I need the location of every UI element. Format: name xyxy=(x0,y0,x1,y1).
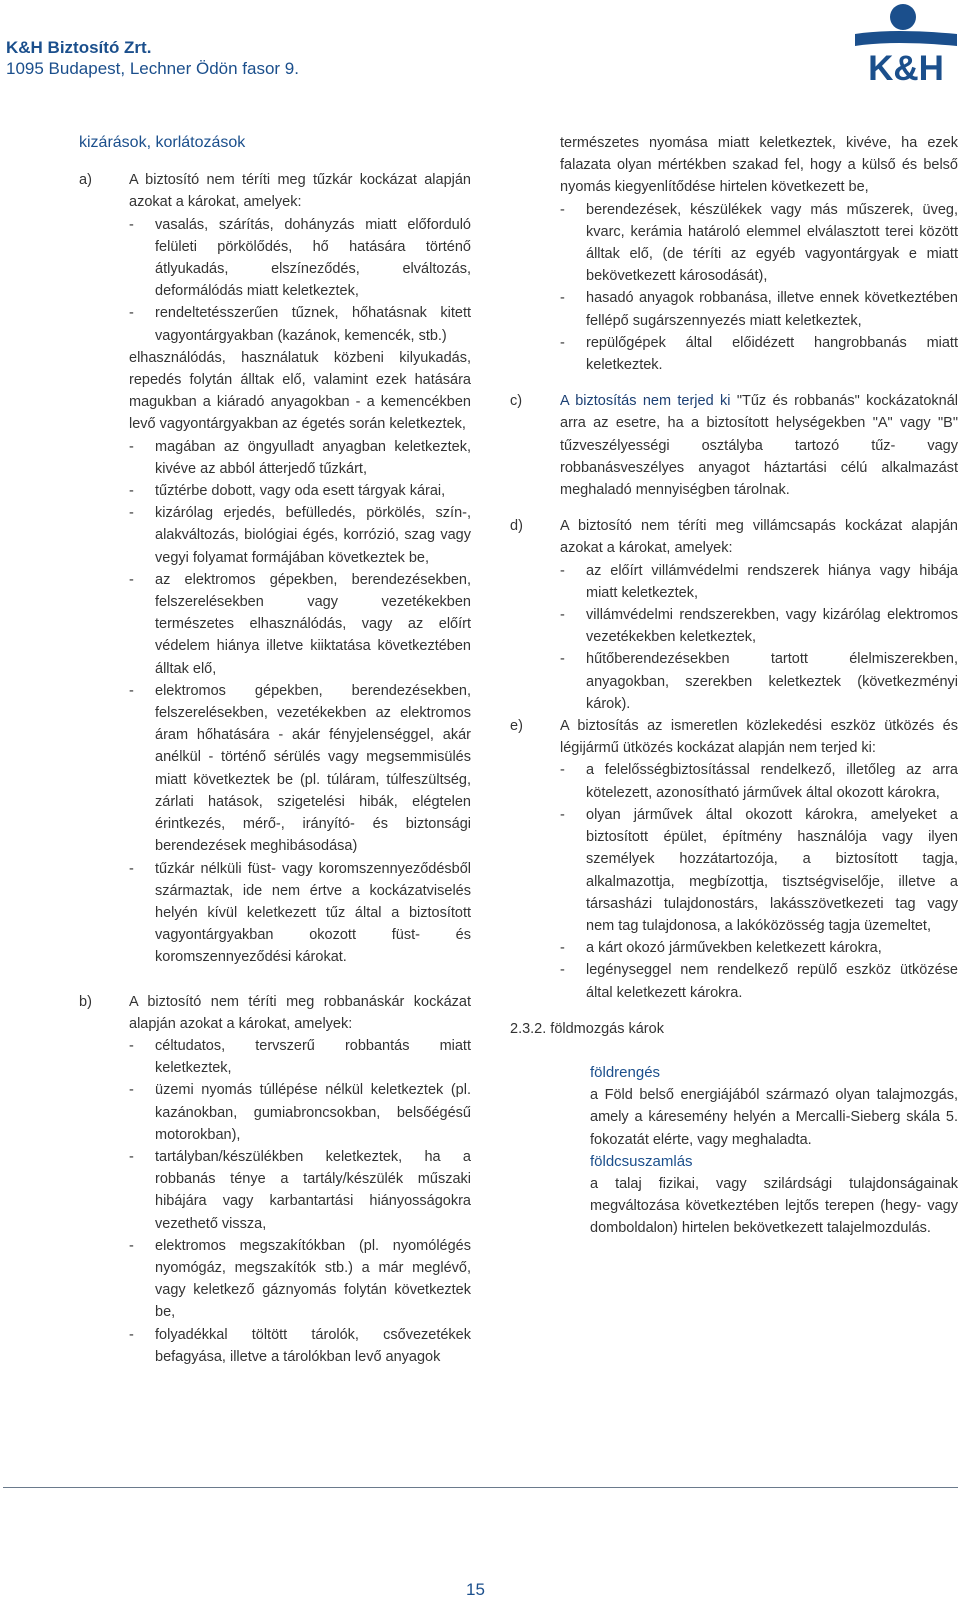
list-item: - elektromos megszakítókban (pl. nyomólégés nyomógáz, megszakítók stb.) a már meglévő, vagy keletkező gáznyomás folytán következtek be, xyxy=(129,1235,471,1324)
right-column xyxy=(510,132,958,1240)
list-item: - kizárólag erjedés, befülledés, pörkölés, szín-, alakváltozás, biológiai égés, korrózió, szag vagy vegyi folyamat formájában következtek be, xyxy=(129,502,471,569)
item-c-text xyxy=(560,393,958,498)
list-item: - céltudatos, tervszerű robbantás miatt keletkeztek, xyxy=(129,1035,471,1079)
item-c-marker: c) xyxy=(510,393,523,410)
subsection-heading: 2.3.2. földmozgás károk xyxy=(510,1020,664,1037)
list-continuation: természetes nyomása miatt keletkeztek, kivéve, ha ezek falazata olyan mértékben szakad fel, hogy a külső és belső nyomás kiegyenlítődése hirtelen következett be, xyxy=(560,135,958,196)
item-e-marker: e) xyxy=(510,718,523,735)
list-item: - a kárt okozó járművekben keletkezett károkra, xyxy=(560,937,958,959)
item-e-lead: A biztosítás az ismeretlen közlekedési eszköz ütközés és légijármű ütközés kockázat alapján nem terjed ki: xyxy=(560,718,958,757)
logo-text: K&H xyxy=(868,49,944,84)
list-item: - villámvédelmi rendszerekben, vagy kizárólag elektromos vezetékekben keletkeztek, xyxy=(560,604,958,648)
list-item: - a felelősségbiztosítással rendelkező, illetőleg az arra kötelezett, azonosítható járművek által okozott károkra, xyxy=(560,759,958,803)
list-item: - olyan járművek által okozott károkra, amelyeket a biztosított épület, építmény használója vagy ilyen személyek hozzátartozója, a biztosított tagja, alkalmazottja, megbízottja, tisztségviselője, illetve a társasházi tulajdonostárs, lakásszövetkezeti tag vagy nem tag tulajdonosa, a lakóközösség tagja üzemeltet, xyxy=(560,804,958,937)
item-b-continued xyxy=(510,132,958,376)
item-a xyxy=(79,169,471,968)
company-name: K&H Biztosító Zrt. xyxy=(6,38,152,57)
list-item: - magában az öngyulladt anyagban keletkeztek, kivéve az abból átterjedő tűzkárt, xyxy=(129,436,471,480)
company-address: 1095 Budapest, Lechner Ödön fasor 9. xyxy=(6,59,299,78)
item-b-marker: b) xyxy=(79,993,92,1010)
list-item: - folyadékkal töltött tárolók, csővezetékek befagyása, illetve a tárolókban levő anyagok xyxy=(129,1324,471,1368)
item-d-marker: d) xyxy=(510,518,523,535)
list-item: - üzemi nyomás túllépése nélkül keletkeztek (pl. kazánokban, gumiabroncsokban, belsőégésű motorokban), xyxy=(129,1079,471,1146)
definition-title: földcsuszamlás xyxy=(590,1152,693,1170)
list-item: - elektromos gépekben, berendezésekben, felszerelésekben, vezetékekben az elektromos áram hőhatására - akár fényjelenséggel, akár anélkül - történő sérülés vagy megsemmisülés miatt következtek be (pl. túláram, túlfeszültség, zárlati hatások, szigetelési hibák, elégtelen érintkezés, mérő-, irányító- és biztonsági berendezések meghibásodása) xyxy=(129,680,471,858)
item-e xyxy=(510,715,958,1004)
item-c xyxy=(510,390,958,501)
left-column xyxy=(79,132,471,1368)
definition-title: földrengés xyxy=(590,1063,661,1081)
list-item: - tartályban/készülékben keletkeztek, ha a robbanás ténye a tartály/készülék műszaki hibájára vagy karbantartási hiányosságokra vezethető vissza, xyxy=(129,1146,471,1235)
list-item: - legényseggel nem rendelkező repülő eszköz ütközése által keletkezett károkra. xyxy=(560,959,958,1003)
item-b xyxy=(79,991,471,1368)
list-item: - az előírt villámvédelmi rendszerek hiánya vagy hibája miatt keletkeztek, xyxy=(560,560,958,604)
logo-circle xyxy=(890,4,916,30)
item-b-lead: A biztosító nem téríti meg robbanáskár kockázat alapján azokat a károkat, amelyek: xyxy=(129,993,471,1032)
kh-logo xyxy=(853,0,959,84)
item-a-marker: a) xyxy=(79,172,92,189)
list-item: - az elektromos gépekben, berendezésekben, felszerelésekben vagy vezetékekben természetes elhasználódás, vagy az előírt védelem hiánya illetve kiiktatása következtében álltak elő, xyxy=(129,569,471,680)
logo-wave xyxy=(855,31,957,46)
list-item: - hűtőberendezésekben tartott élelmiszerekben, anyagokban, szerekben keletkeztek (következményi károk). xyxy=(560,648,958,715)
list-item: - rendeltetésszerűen tűznek, hőhatásnak kitett vagyontárgyakban (kazánok, kemencék, stb.) xyxy=(129,302,471,346)
item-a-lead: A biztosító nem téríti meg tűzkár kockázat alapján azokat a károkat, amelyek: xyxy=(129,172,471,211)
section-title: kizárások, korlátozások xyxy=(79,134,246,151)
letterhead xyxy=(6,38,299,80)
item-d xyxy=(510,515,958,715)
definition-text: a talaj fizikai, vagy szilárdsági tulajdonságainak megváltozása következtében lejtős terepen (hegy- vagy domboldalon) hirtelen bekövetkezett talajelmozdulás. xyxy=(590,1175,958,1237)
list-item: - berendezések, készülékek vagy más műszerek, üveg, kvarc, kerámia határoló elemmel elválasztott terei között álltak elő, (de téríti az egyéb vagyontárgyak e miatt bekövetkezett károsodását), xyxy=(560,199,958,288)
definition-text: a Föld belső energiájából származó olyan talajmozgás, amely a káresemény helyén a Mercalli-Sieberg skála 5. fokozatát elérte, vagy meghaladta. xyxy=(590,1087,958,1148)
item-c-rest: "Tűz és robbanás" kockázatoknál arra az esetre, ha a biztosított helységekben "A" vagy "B" tűzveszélyességi osztályba tartozó tűz- vagy robbanásveszélyes anyagot háztartási célú alkalmazást meghaladó mennyiségben tárolnak. xyxy=(560,393,958,499)
page-number: 15 xyxy=(466,1580,485,1599)
footer-divider xyxy=(3,1487,958,1488)
list-item: - repülőgépek által előidézett hangrobbanás miatt keletkeztek. xyxy=(560,332,958,376)
list-item: - tűzkár nélküli füst- vagy koromszennyeződésből származtak, ide nem értve a kockázatviselés helyén kívül keletkezett tűz által a biztosított vagyontárgyakban okozott füst- és koromszennyeződési károkat. xyxy=(129,858,471,969)
list-item: - vasalás, szárítás, dohányzás miatt előforduló felületi pörkölődés, hő hatására történő átlyukadás, elszíneződés, elváltozás, deformálódás miatt keletkeztek, xyxy=(129,214,471,303)
list-continuation: elhasználódás, használatuk közbeni kilyukadás, repedés folytán álltak elő, valamint ezek hatására magukban a kiáradó anyagokban - a kemencékben levő vagyontárgyakban az égetés során keletkeztek, xyxy=(129,349,471,433)
list-item: - tűztérbe dobott, vagy oda esett tárgyak kárai, xyxy=(129,480,471,502)
list-item: - hasadó anyagok robbanása, illetve ennek következtében fellépő sugárszennyezés miatt keletkeztek, xyxy=(560,287,958,331)
item-d-lead: A biztosító nem téríti meg villámcsapás kockázat alapján azokat a károkat, amelyek: xyxy=(560,518,958,557)
item-c-highlight: A biztosítás nem terjed ki xyxy=(560,393,731,410)
